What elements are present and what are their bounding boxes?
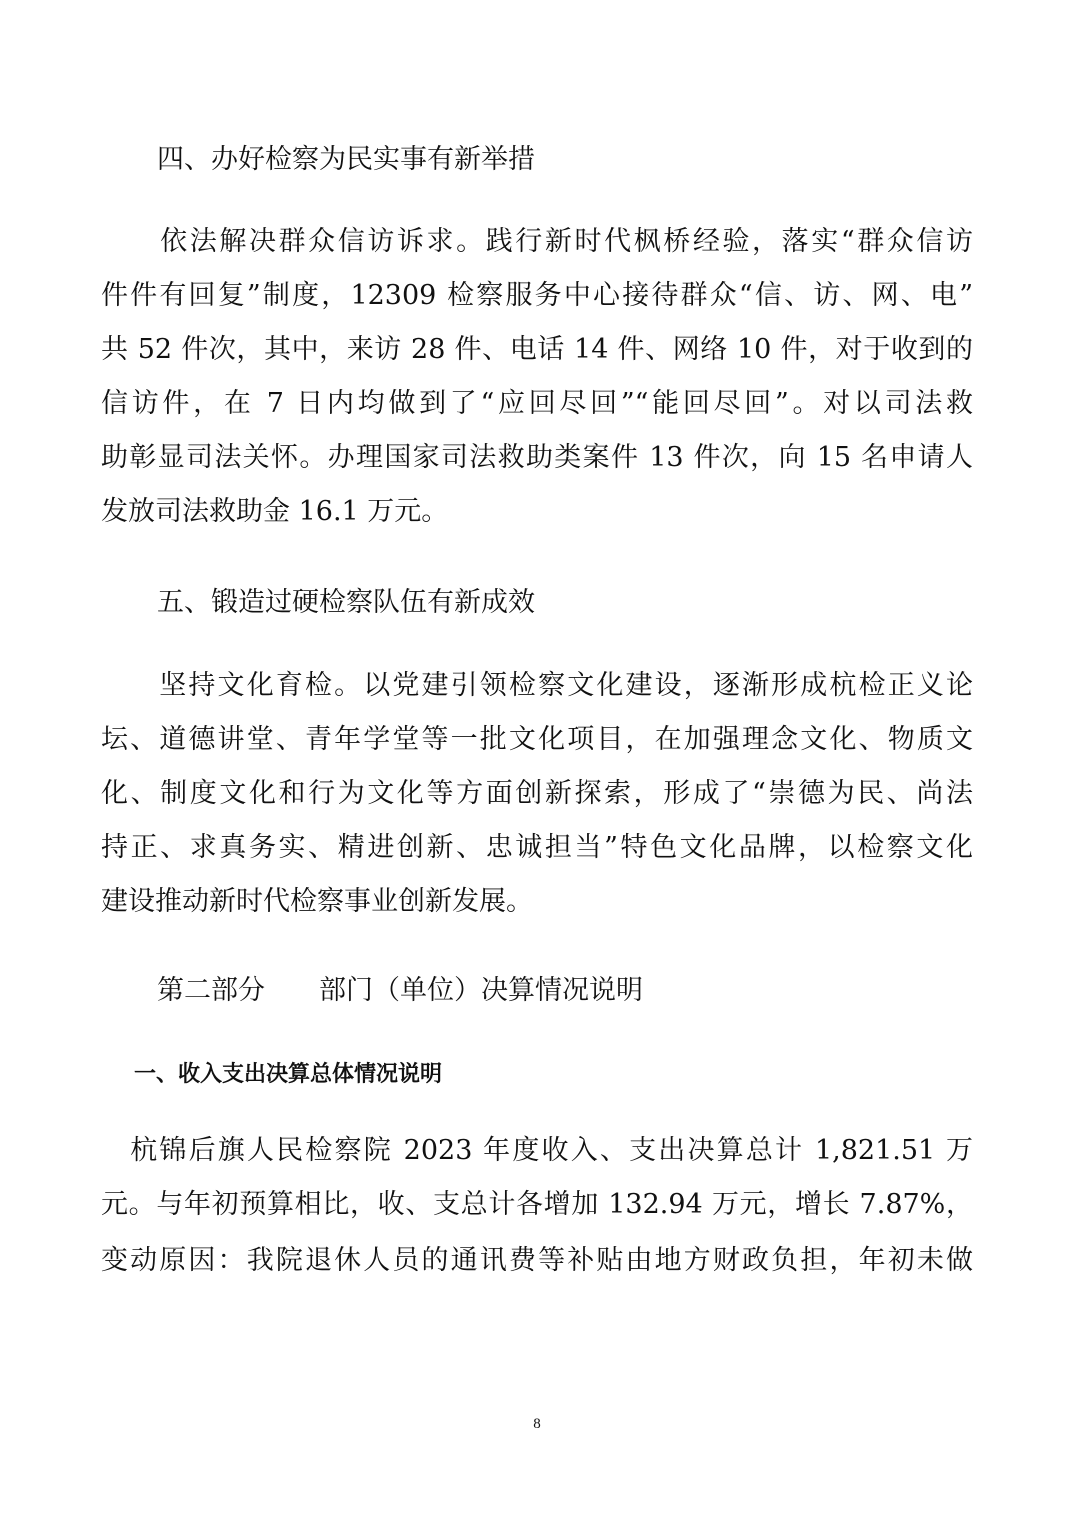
paragraph-line: 坚持文化育检。以党建引领检察文化建设，逐渐形成杭检正义论 xyxy=(101,670,973,701)
paragraph-line: 元。与年初预算相比，收、支总计各增加 132.94 万元，增长 7.87%， xyxy=(101,1189,973,1220)
paragraph-line: 建设推动新时代检察事业创新发展。 xyxy=(101,886,533,917)
paragraph-line: 杭锦后旗人民检察院 2023 年度收入、支出决算总计 1,821.51 万 xyxy=(101,1135,973,1166)
paragraph-line: 共 52 件次，其中，来访 28 件、电话 14 件、网络 10 件，对于收到的 xyxy=(101,334,973,365)
subsection-1-heading: 一、收入支出决算总体情况说明 xyxy=(134,1062,443,1087)
paragraph-line: 持正、求真务实、精进创新、忠诚担当”特色文化品牌，以检察文化 xyxy=(101,832,973,863)
paragraph-line: 依法解决群众信访诉求。践行新时代枫桥经验，落实“群众信访 xyxy=(101,226,973,257)
paragraph-line: 助彰显司法关怀。办理国家司法救助类案件 13 件次，向 15 名申请人 xyxy=(101,442,973,473)
paragraph-line: 件件有回复”制度，12309 检察服务中心接待群众“信、访、网、电” xyxy=(101,280,973,311)
section-5-heading: 五、锻造过硬检察队伍有新成效 xyxy=(157,587,535,618)
part-2-heading: 第二部分 部门（单位）决算情况说明 xyxy=(157,975,643,1006)
paragraph-line: 变动原因：我院退休人员的通讯费等补贴由地方财政负担，年初未做 xyxy=(101,1245,973,1276)
paragraph-line: 信访件，在 7 日内均做到了“应回尽回”“能回尽回”。对以司法救 xyxy=(101,388,973,419)
section-4-heading: 四、办好检察为民实事有新举措 xyxy=(157,144,535,175)
paragraph-line: 坛、道德讲堂、青年学堂等一批文化项目，在加强理念文化、物质文 xyxy=(101,724,973,755)
paragraph-line: 发放司法救助金 16.1 万元。 xyxy=(101,496,449,527)
paragraph-line: 化、制度文化和行为文化等方面创新探索，形成了“崇德为民、尚法 xyxy=(101,778,973,809)
page-number: 8 xyxy=(533,1416,541,1432)
